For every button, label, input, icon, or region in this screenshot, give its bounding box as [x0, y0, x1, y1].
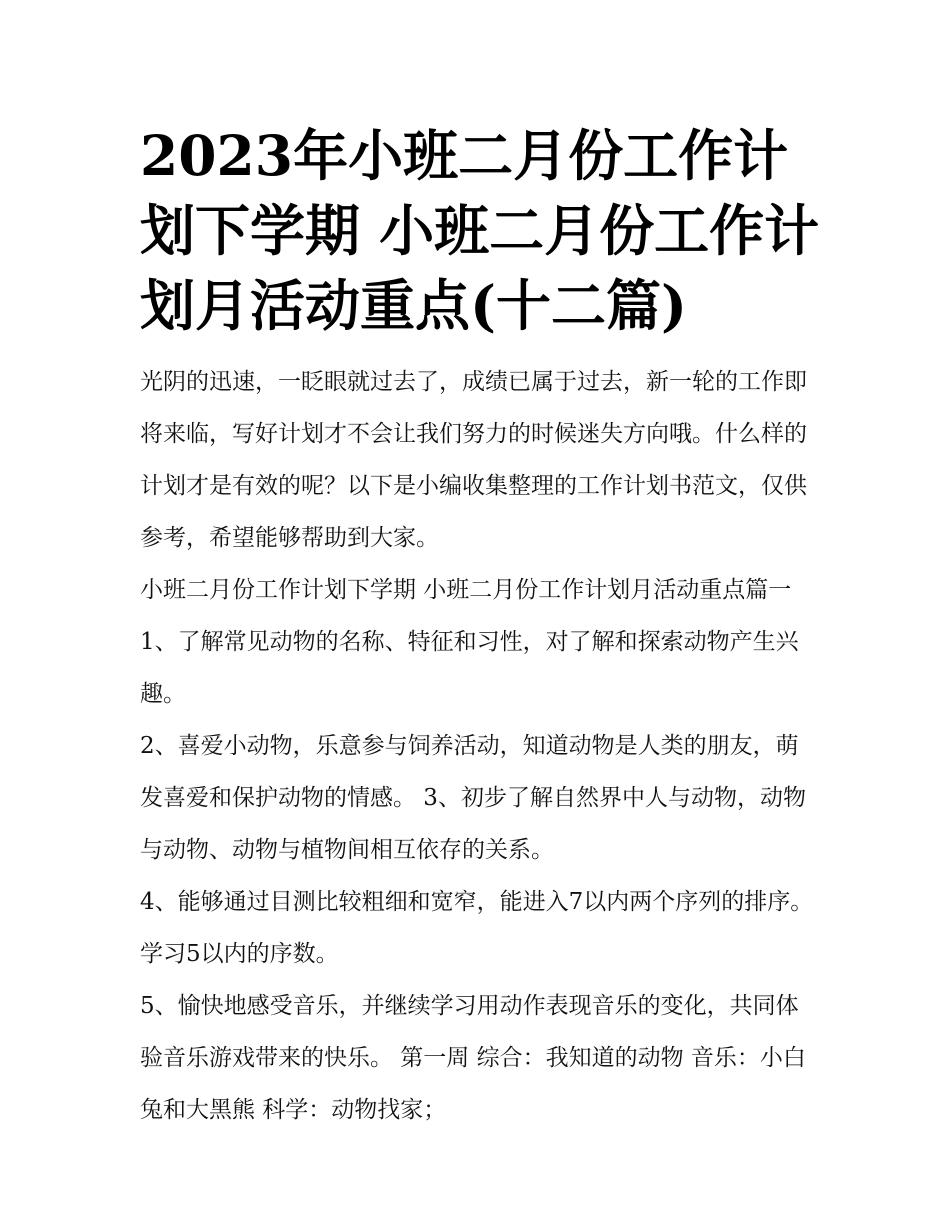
section-one-paragraph: 小班二月份工作计划下学期 小班二月份工作计划月活动重点篇一 1、了解常见动物的名称、特征和习性，对了解和探索动物产生兴趣。	[140, 577, 799, 707]
goal-four-paragraph: 4、能够通过目测比较粗细和宽窄，能进入7以内两个序列的排序。学习5以内的序数。	[140, 889, 814, 967]
document-title: 2023年小班二月份工作计划下学期 小班二月份工作计划月活动重点(十二篇)	[140, 123, 820, 338]
goal-two-three-paragraph: 2、喜爱小动物，乐意参与饲养活动，知道动物是人类的朋友，萌发喜爱和保护动物的情感。 3、初步了解自然界中人与动物，动物与动物、动物与植物间相互依存的关系。	[140, 733, 806, 863]
document-body	[140, 356, 815, 1136]
intro-paragraph: 光阴的迅速，一眨眼就过去了，成绩已属于过去，新一轮的工作即将来临，写好计划才不会让我们努力的时候迷失方向哦。什么样的计划才是有效的呢？以下是小编收集整理的工作计划书范文，仅供参考，希望能够帮助到大家。	[140, 369, 807, 551]
goal-five-paragraph: 5、愉快地感受音乐，并继续学习用动作表现音乐的变化，共同体验音乐游戏带来的快乐。 第一周 综合：我知道的动物 音乐：小白兔和大黑熊 科学：动物找家；	[140, 993, 806, 1123]
